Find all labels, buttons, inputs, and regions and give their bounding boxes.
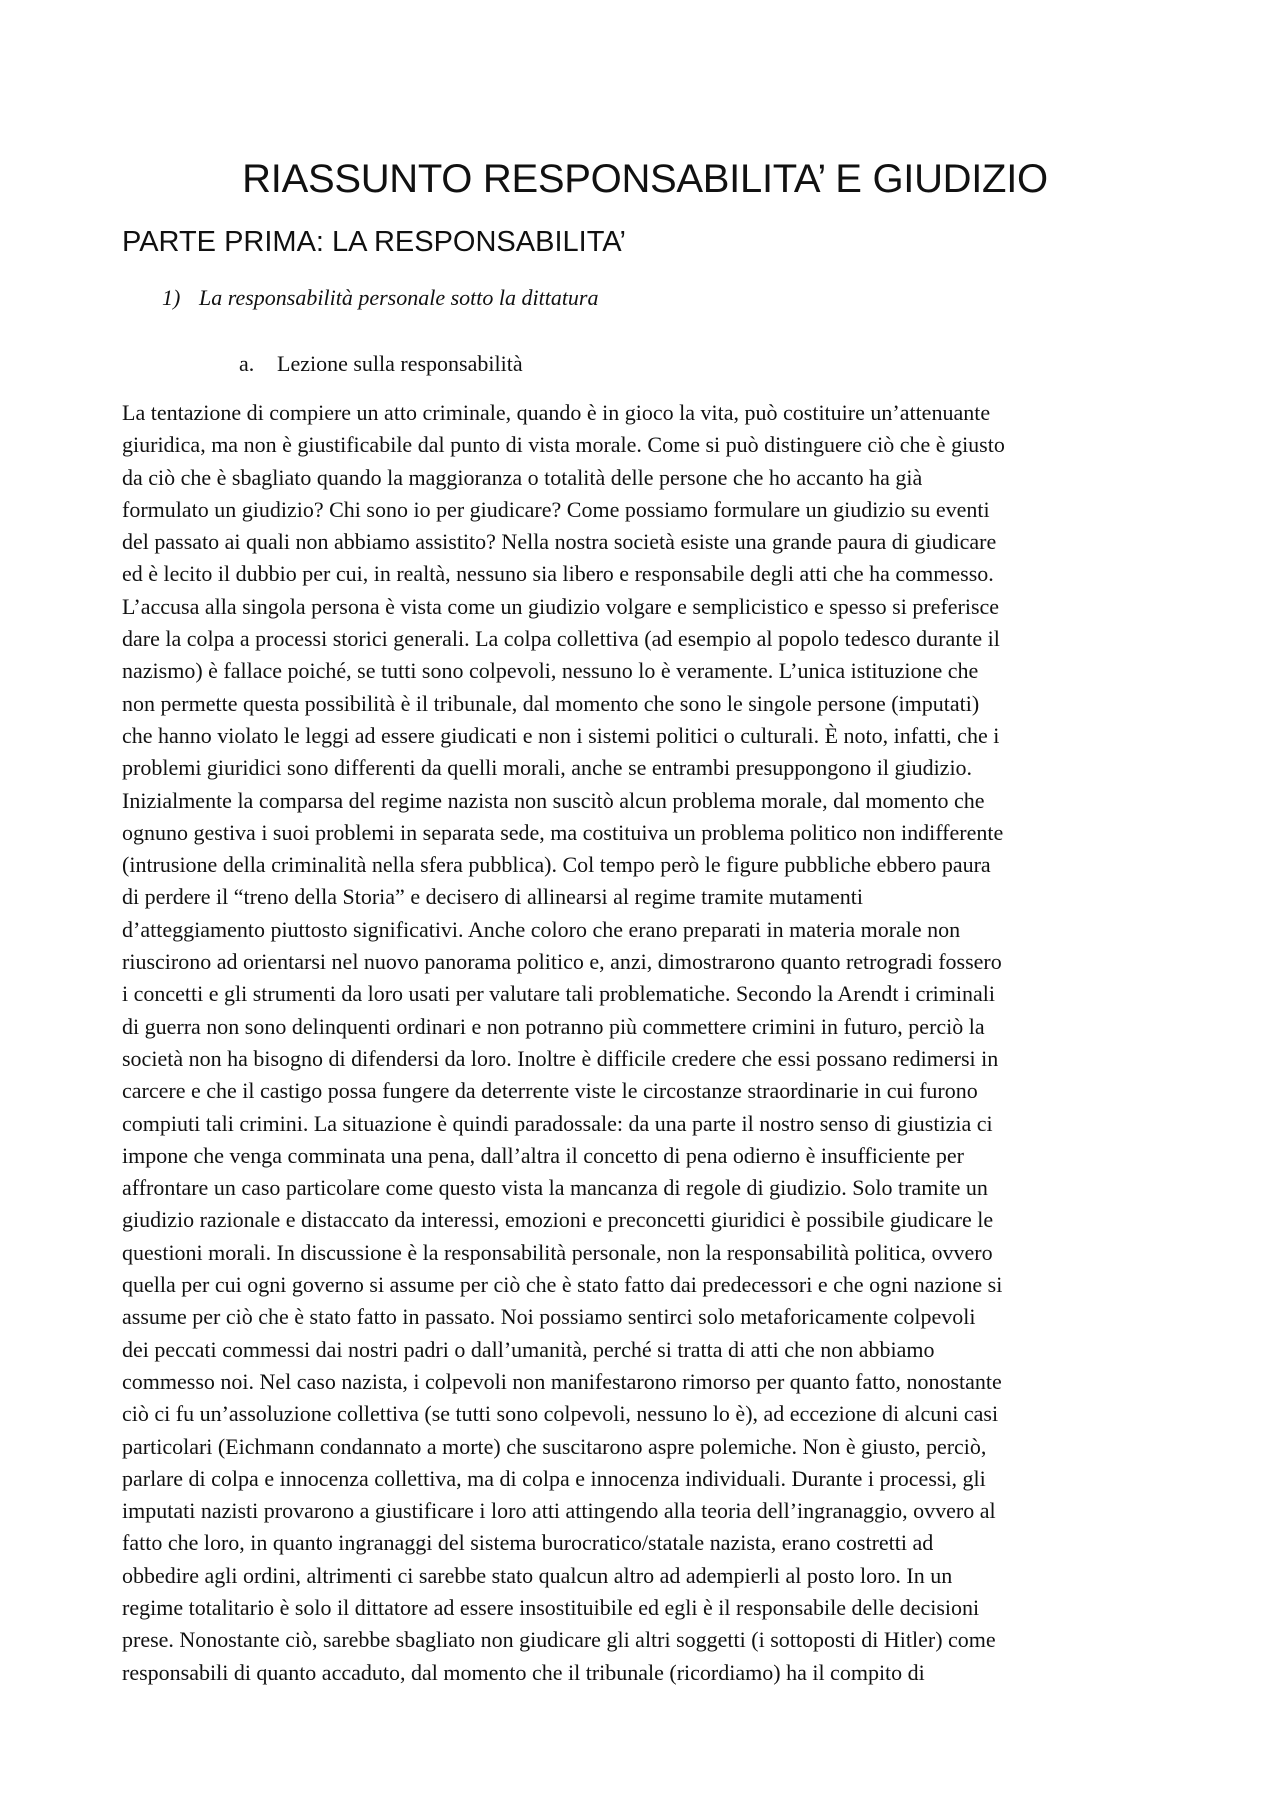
body-line: di perdere il “treno della Storia” e decisero di allinearsi al regime tramite mutamenti (122, 884, 863, 910)
body-line: da ciò che è sbagliato quando la maggioranza o totalità delle persone che ho accanto ha già (122, 464, 923, 490)
body-line: assume per ciò che è stato fatto in passato. Noi possiamo sentirci solo metaforicamente colpevoli (122, 1304, 976, 1330)
section-heading (239, 347, 523, 381)
body-line: i concetti e gli strumenti da loro usati per valutare tali problematiche. Secondo la Arendt i criminali (122, 981, 996, 1007)
body-line: dei peccati commessi dai nostri padri o dall’umanità, perché si tratta di atti che non abbiamo (122, 1336, 935, 1362)
body-line: commesso noi. Nel caso nazista, i colpevoli non manifestarono rimorso per quanto fatto, nonostante (122, 1368, 1002, 1394)
document-title: RIASSUNTO RESPONSABILITA’ E GIUDIZIO (242, 157, 1048, 201)
body-line: affrontare un caso particolare come questo vista la mancanza di regole di giudizio. Solo tramite un (122, 1175, 988, 1201)
body-line: ciò ci fu un’assoluzione collettiva (se tutti sono colpevoli, nessuno lo è), ad eccezione di alcuni casi (122, 1401, 999, 1427)
body-line: di guerra non sono delinquenti ordinari e non potranno più commettere crimini in futuro, perciò la (122, 1013, 985, 1039)
body-line: obbedire agli ordini, altrimenti ci sarebbe stato qualcun altro ad adempierli al posto loro. In un (122, 1562, 953, 1588)
section-title: Lezione sulla responsabilità (277, 351, 523, 376)
body-line: ognuno gestiva i suoi problemi in separata sede, ma costituiva un problema politico non indifferente (122, 819, 1004, 845)
body-line: riuscirono ad orientarsi nel nuovo panorama politico e, anzi, dimostrarono quanto retrogradi fossero (122, 949, 1002, 975)
part-heading: PARTE PRIMA: LA RESPONSABILITA’ (122, 226, 626, 258)
body-line: Inizialmente la comparsa del regime nazista non suscitò alcun problema morale, dal momento che (122, 787, 985, 813)
body-line: responsabili di quanto accaduto, dal momento che il tribunale (ricordiamo) ha il compito di (122, 1659, 925, 1685)
body-line: che hanno violato le leggi ad essere giudicati e non i sistemi politici o culturali. È noto, infatti, che i (122, 722, 1000, 748)
body-line: d’atteggiamento piuttosto significativi. Anche coloro che erano preparati in materia morale non (122, 916, 961, 942)
chapter-heading (162, 281, 599, 315)
body-line: questioni morali. In discussione è la responsabilità personale, non la responsabilità politica, ovvero (122, 1239, 993, 1265)
body-line: ed è lecito il dubbio per cui, in realtà, nessuno sia libero e responsabile degli atti che ha commesso. (122, 561, 994, 587)
body-line: giudizio razionale e distaccato da interessi, emozioni e preconcetti giuridici è possibile giudicare le (122, 1207, 994, 1233)
body-line: fatto che loro, in quanto ingranaggi del sistema burocratico/statale nazista, erano costretti ad (122, 1530, 934, 1556)
body-line: formulato un giudizio? Chi sono io per giudicare? Come possiamo formulare un giudizio su eventi (122, 496, 990, 522)
body-line: società non ha bisogno di difendersi da loro. Inoltre è difficile credere che essi possano redimersi in (122, 1045, 999, 1071)
body-line: compiuti tali crimini. La situazione è quindi paradossale: da una parte il nostro senso di giustizia ci (122, 1110, 993, 1136)
body-paragraph (122, 397, 1168, 1689)
section-number: a. (239, 351, 255, 376)
body-line: del passato ai quali non abbiamo assistito? Nella nostra società esiste una grande paura di giudicare (122, 529, 997, 555)
body-line: giuridica, ma non è giustificabile dal punto di vista morale. Come si può distinguere ciò che è giusto (122, 432, 1005, 458)
body-line: non permette questa possibilità è il tribunale, dal momento che sono le singole persone (imputati) (122, 690, 980, 716)
body-line: regime totalitario è solo il dittatore ad essere insostituibile ed egli è il responsabile delle decisioni (122, 1594, 980, 1620)
chapter-number: 1) (162, 285, 181, 310)
body-line: (intrusione della criminalità nella sfera pubblica). Col tempo però le figure pubbliche ebbero paura (122, 852, 991, 878)
body-line: carcere e che il castigo possa fungere da deterrente viste le circostanze straordinarie in cui furono (122, 1078, 978, 1104)
chapter-title: La responsabilità personale sotto la dittatura (199, 285, 599, 310)
body-line: prese. Nonostante ciò, sarebbe sbagliato non giudicare gli altri soggetti (i sottoposti di Hitler) come (122, 1627, 996, 1653)
body-line: problemi giuridici sono differenti da quelli morali, anche se entrambi presuppongono il giudizio. (122, 755, 973, 781)
body-line: parlare di colpa e innocenza collettiva, ma di colpa e innocenza individuali. Durante i processi, gli (122, 1465, 986, 1491)
body-line: dare la colpa a processi storici generali. La colpa collettiva (ad esempio al popolo tedesco durante il (122, 626, 1000, 652)
body-line: imputati nazisti provarono a giustificare i loro atti attingendo alla teoria dell’ingranaggio, ovvero al (122, 1498, 996, 1524)
body-line: particolari (Eichmann condannato a morte) che suscitarono aspre polemiche. Non è giusto, perciò, (122, 1433, 987, 1459)
body-line: L’accusa alla singola persona è vista come un giudizio volgare e semplicistico e spesso si preferisce (122, 593, 1000, 619)
body-line: La tentazione di compiere un atto criminale, quando è in gioco la vita, può costituire un’attenuante (122, 400, 991, 425)
body-line: nazismo) è fallace poiché, se tutti sono colpevoli, nessuno lo è veramente. L’unica istituzione che (122, 658, 979, 684)
body-line: impone che venga comminata una pena, dall’altra il concetto di pena odierno è insufficiente per (122, 1142, 964, 1168)
body-line: quella per cui ogni governo si assume per ciò che è stato fatto dai predecessori e che ogni nazione si (122, 1272, 1003, 1298)
